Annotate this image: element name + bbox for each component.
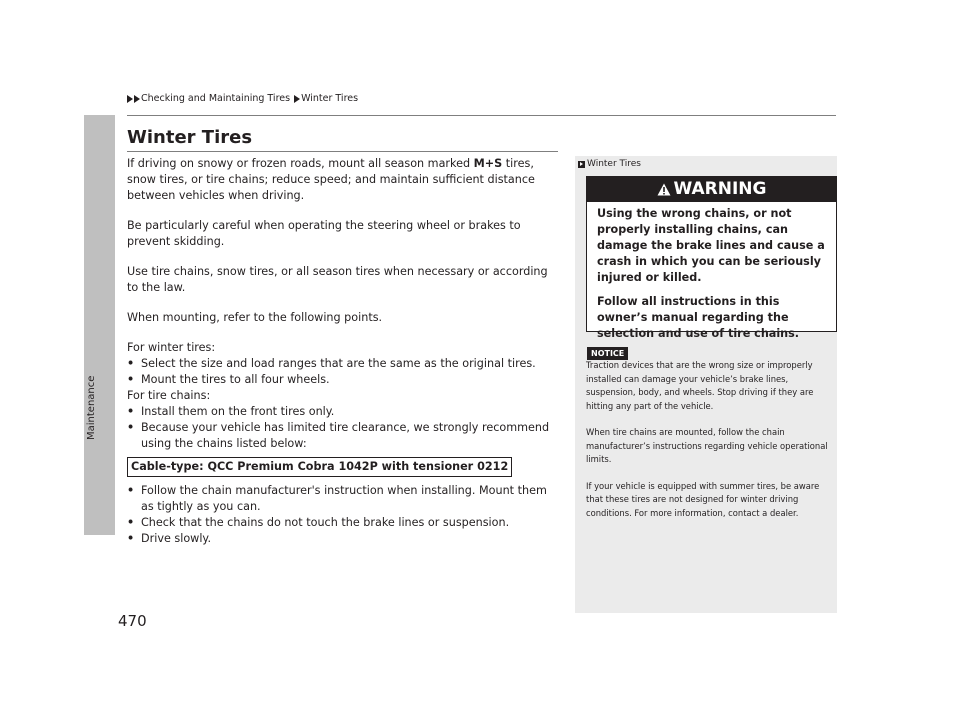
warning-icon xyxy=(657,183,671,196)
list-item xyxy=(127,420,558,452)
list-item xyxy=(127,356,558,372)
list-item-text: Install them on the front tires only. xyxy=(141,405,335,418)
header-rule xyxy=(127,115,836,116)
tire-chains-heading: For tire chains: xyxy=(127,389,211,402)
cable-type-box: Cable-type: QCC Premium Cobra 1042P with tensioner 0212 xyxy=(127,457,512,477)
list-item-text: Drive slowly. xyxy=(141,532,212,545)
list-item xyxy=(127,515,558,531)
bullet-icon: • xyxy=(127,516,135,529)
triangle-right-icon xyxy=(134,95,140,103)
list-item-text: Follow the chain manufacturer's instruction when installing. Mount them as tightly as you can. xyxy=(141,484,547,513)
winter-tires-heading: For winter tires: xyxy=(127,341,216,354)
list-item xyxy=(127,483,558,515)
triangle-right-icon xyxy=(294,95,300,103)
note-heading-label: Winter Tires xyxy=(587,159,641,169)
warning-box xyxy=(586,176,837,340)
page-number: 470 xyxy=(118,612,147,630)
warning-text: Follow all instructions in this owner’s manual regarding the selection and use of tire chains. xyxy=(597,295,800,340)
bullet-icon: • xyxy=(127,373,135,386)
warning-title: WARNING xyxy=(673,179,767,199)
bullet-icon: • xyxy=(127,421,135,434)
warning-body xyxy=(587,202,836,342)
paragraph: Be particularly careful when operating the steering wheel or brakes to prevent skidding. xyxy=(127,219,521,248)
paragraph: Use tire chains, snow tires, or all season tires when necessary or according to the law. xyxy=(127,265,548,294)
intro-paragraph xyxy=(127,156,558,204)
notice-text: If your vehicle is equipped with summer tires, be aware that these tires are not designed for winter driving conditions. For more information, contact a dealer. xyxy=(586,480,820,518)
ms-marking: M+S xyxy=(473,157,503,170)
triangle-right-icon xyxy=(127,95,133,103)
notice-badge: NOTICE xyxy=(587,347,628,360)
warning-header xyxy=(587,177,836,202)
bullet-icon: • xyxy=(127,357,135,370)
list-item-text: Check that the chains do not touch the brake lines or suspension. xyxy=(141,516,510,529)
warning-text: Using the wrong chains, or not properly installing chains, can damage the brake lines and cause a crash in which you can be seriously injured or killed. xyxy=(597,207,825,284)
bullet-icon: • xyxy=(127,484,135,497)
list-item xyxy=(127,404,558,420)
note-heading[interactable] xyxy=(578,159,837,169)
bullet-icon: • xyxy=(127,532,135,545)
bullet-icon: • xyxy=(127,405,135,418)
notice-body xyxy=(586,359,831,533)
sidebar-note xyxy=(575,156,837,613)
section-tab xyxy=(84,115,115,535)
list-item xyxy=(127,372,558,388)
title-rule xyxy=(127,151,558,152)
main-content xyxy=(127,156,558,547)
list-item-text: Because your vehicle has limited tire clearance, we strongly recommend using the chains listed below: xyxy=(141,421,550,450)
breadcrumb-item[interactable]: Checking and Maintaining Tires xyxy=(141,93,291,104)
list-item xyxy=(127,531,558,547)
section-label: Maintenance xyxy=(86,375,97,440)
intro-text: tires, snow tires, or tire chains; reduce speed; and maintain sufficient distance between vehicles when driving. xyxy=(127,157,535,202)
reference-icon xyxy=(578,161,585,168)
notice-text: Traction devices that are the wrong size or improperly installed can damage your vehicle’s brake lines, suspension, body, and wheels. Stop driving if they are hitting any part of the vehicle. xyxy=(586,360,814,411)
list-item-text: Select the size and load ranges that are the same as the original tires. xyxy=(141,357,536,370)
breadcrumb xyxy=(127,93,362,104)
breadcrumb-item[interactable]: Winter Tires xyxy=(301,93,359,104)
intro-text: If driving on snowy or frozen roads, mount all season marked xyxy=(127,157,474,170)
notice-text: When tire chains are mounted, follow the chain manufacturer’s instructions regarding vehicle operational limits. xyxy=(586,427,828,464)
page-title: Winter Tires xyxy=(127,127,253,148)
list-item-text: Mount the tires to all four wheels. xyxy=(141,373,330,386)
paragraph: When mounting, refer to the following points. xyxy=(127,311,383,324)
